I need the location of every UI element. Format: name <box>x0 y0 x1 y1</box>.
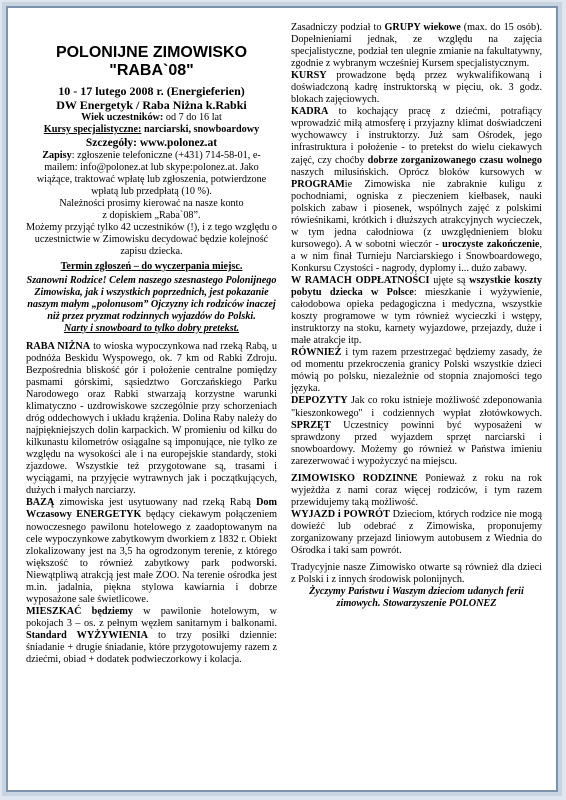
para-raba-nizna <box>26 341 277 498</box>
flyer-title <box>26 44 277 80</box>
age-label: Wiek uczestników: <box>81 112 164 123</box>
para-kadra <box>291 106 542 275</box>
para-lead: KURSY <box>291 70 327 82</box>
para-text: i tym razem przestrzegać będziemy zasady, że od momentu przekroczenia granicy Polski wszystkie dzieci mówią po polsku, niezależnie od stopnia znajomości tego języka. <box>291 347 542 395</box>
para-lead: DEPOZYTY <box>291 395 348 407</box>
para-zimowisko-rodzinne <box>291 473 542 509</box>
para-text: Uczestnicy powinni być wyposażeni w sprawdzony przed wyjazdem sprzęt narciarski i snowboardowy. Możemy go również w Państwa imieniu zarezerwować i wypożyczyć na miejscu. <box>291 419 542 467</box>
para-text: to wioska wypoczynkowa nad rzeką Rabą, u podnóża Beskidu Wyspowego, ok. 7 km od Rabki Zdroju. Bezpośrednia bliskość gór i położenie centralne pomiędzy pasmami górskimi, sąsiedztwo Gorczańskiego Parku Narodowego oraz Rabki stwarzają korzystne warunki klimatyczno - uzdrowiskowe szczególnie przy schorzeniach dróg oddechowych i układu krążenia. Dolina Raby należy do najpiękniejszych dolin karpackich. W promieniu od kilku do kilkunastu kilometrów osiągalne są imponujące, nie tylko ze względu na wysokości ale i na europejskie standardy, stoki zjazdowe. Wszystkie też przygotowane są, trasami i wyciągami, na przyjęcie wytrawnych jak i początkujących, dużych i małych narciarzy. <box>26 340 277 497</box>
event-venue: DW Energetyk / Raba Niżna k.Rabki <box>56 98 247 112</box>
page-frame <box>6 6 558 792</box>
para-emphasis: uroczyste zakończenie <box>442 238 540 250</box>
courses-value: narciarski, snowboardowy <box>141 124 260 136</box>
para-text: Jak co roku istnieje możliwość zdeponowania "kieszonkowego" i codziennych wypłat złotówkowych. <box>291 395 542 419</box>
left-column <box>26 22 277 666</box>
para-lead: RÓWNIEŻ <box>291 347 342 359</box>
venue-name: Dom Wczasowy ENERGETYK <box>26 497 277 521</box>
para-lead: MIESZKAĆ będziemy <box>26 605 133 617</box>
details <box>26 136 277 150</box>
para-mieszkac <box>26 606 277 666</box>
para-text: będący ciekawym połączeniem nowoczesnego pawilonu hotelowego z zaadoptowanym na cele wypoczynkowe zabytkowym dworkiem z 1832 r. Obiekt zlokalizowany jest na 3,5 ha ogrodzonym terenie, z którego większość to również zabytkowy park podworski. Niewątpliwą atrakcją jest małe ZOO. Na terenie ośrodka jest m.in. jadalnia, piękna stylowa kawiarnia i dobrze wyposażone sale świetlicowe. <box>26 509 277 605</box>
para-emphasis: PROGRAM <box>291 178 345 190</box>
deadline: Termin zgłoszeń – do wyczerpania miejsc. <box>60 260 243 272</box>
para-text: Ponieważ z roku na rok wyjeżdża z nami coraz więcej rodziców, i tym razem przewidujemy taką możliwość. <box>291 472 542 508</box>
para-depozyty <box>291 395 542 467</box>
title-line-1: POLONIJNE ZIMOWISKO <box>55 44 248 61</box>
payment-line-1: Należności prosimy kierować na nasze konto <box>59 198 244 210</box>
para-lead: ZIMOWISKO RODZINNE <box>291 472 418 484</box>
courses <box>26 124 277 136</box>
para-lead: RABA NIŻNA <box>26 340 91 352</box>
para-text: Dzieciom, których rodzice nie mogą dowieźć lub odebrać z Zimowiska, proponujemy zorganizowany przejazd liniowym autobusem z Wiednia do Ośrodka i taki sam powrót. <box>291 508 543 557</box>
signup-text: : zgłoszenie telefoniczne (+431) 714-58-01, e-mailem: info@polonez.at lub skype:polonez.at. Jako wiążące, traktować wpłatę lub zgłoszenia, potwierdzone wpłatą lub przedpłatą (10 %). <box>36 150 267 198</box>
para-text: : mieszkanie i wyżywienie, całodobowa opieka pedagogiczna i medyczna, wszystkie koszty programowe w tym również wycieczki i wstępy, instruktorzy na stoku, karnety wyjazdowe, przejazdy, duże i małe atrakcje itp. <box>291 287 542 347</box>
age-range <box>26 112 277 124</box>
para-lead: Standard WYŻYWIENIA <box>26 629 148 641</box>
website-link[interactable]: www.polonez.at <box>139 137 218 150</box>
para-lead: GRUPY wiekowe <box>384 22 461 33</box>
para-lead: WYJAZD i POWRÓT <box>291 508 390 520</box>
closing-wishes: Życzymy Państwu i Waszym dzieciom udanych ferii zimowych. Stowarzyszenie POLONEZ <box>309 586 524 610</box>
para-emphasis: wszystkie koszty pobytu dziecka w Polsce <box>291 274 543 299</box>
signup-info <box>26 150 277 198</box>
para-odplatnosc <box>291 275 542 347</box>
para-wyjazd <box>291 509 542 557</box>
details-label: Szczegóły: <box>85 137 140 150</box>
courses-label: Kursy specjalistyczne: <box>43 124 142 136</box>
para-text: naszych milusińskich. Oprócz bloków kursowych w <box>291 166 542 178</box>
right-column <box>291 22 542 610</box>
para-text: ie Zimowiska nie zabraknie kuligu z pochodniami, ogniska z pieczeniem kiełbasek, nauki polskich zabaw i piosenek, wspólnych zajęć z polskimi rówieśnikami, krótkich i dłuższych atrakcyjnych wycieczek, w tym jedna całodniowa (z uwzględnieniem bloku kursowego). A w sobotni wieczór - <box>291 178 542 250</box>
para-text: prowadzone będą przez wykwalifikowaną i doświadczoną kadrę instruktorską w pięciu, ok. 3 godz. blokach zajęciowych. <box>291 70 542 106</box>
age-value: od 7 do 16 lat <box>163 112 222 123</box>
para-rowniez <box>291 347 542 395</box>
event-dates: 10 - 17 lutego 2008 r. (Energieferien) <box>58 84 245 98</box>
para-text: (max. do 15 osób). Dopełnieniami jednak, ze względu na zajęcia specjalistyczne, podział ten ulegnie zmianie na fakultatywny, zgodnie z wybranym wcześniej Kursem specjalistycznym. <box>291 22 543 70</box>
para-lead: KADRA <box>291 106 329 118</box>
para-grupy <box>291 22 542 70</box>
para-emphasis: dobrze zorganizowanego czasu wolnego <box>367 154 542 166</box>
para-text: ujęte są <box>429 274 470 286</box>
title-line-2: "RABA`08" <box>109 62 194 79</box>
flyer-page <box>26 22 542 782</box>
capacity-note: Możemy przyjąć tylko 42 uczestników (!), i z tego względu o uczestnictwie w Zimowisku decydować będzie kolejność zapisu dziecka. <box>26 222 277 258</box>
para-text: , a w nim finał Turnieju Narciarskiego i Snowboardowego, Konkursu Czystości - nagrody, dyplomy i... dużo zabawy. <box>291 238 542 274</box>
para-text: w pawilonie hotelowym, w pokojach 3 – os. z pełnym węzłem sanitarnym i balkonami. <box>26 605 277 629</box>
appeal-last-line: Narty i snowboard to tylko dobry pretekst. <box>63 322 240 334</box>
para-text: Zasadniczy podział to <box>291 22 385 33</box>
payment-line-2: z dopiskiem „Raba`08”. <box>102 210 201 222</box>
para-lead: SPRZĘT <box>291 419 331 431</box>
para-text: to kochający pracę z dziećmi, potrafiący wprowadzić miłą atmosferę i przyjazny klimat doświadczeni wychowawcy i instruktorzy. Już sam Ośrodek, jego infrastruktura i położenie - to pretekst do wielu ciekawych zajęć, czy choćby <box>291 106 542 166</box>
parents-appeal: Szanowni Rodzice! Celem naszego szesnastego Polonijnego Zimowiska, jak i wszystkich poprzednich, jest pokazanie naszym małym „polonusom” Ojczyzny ich rodziców inaczej niż przez pryzmat rodzinnych wyjazdów do Polski. <box>26 274 277 322</box>
para-kursy <box>291 70 542 106</box>
para-tradycyjnie: Tradycyjnie nasze Zimowisko otwarte są również dla dzieci z Polski i z innych środowisk polonijnych. <box>291 562 542 586</box>
para-baza <box>26 497 277 605</box>
para-text: to trzy posiłki dziennie: śniadanie + drugie śniadanie, które przygotowujemy razem z dziećmi, obiad + dodatek podwieczorkowy i kolacja. <box>26 629 277 666</box>
para-lead: BAZĄ <box>26 497 55 509</box>
signup-label: Zapisy <box>42 150 72 162</box>
para-lead: W RAMACH ODPŁATNOŚCI <box>291 274 430 286</box>
para-text: zimowiska jest usytuowany nad rzeką Rabą <box>54 497 257 509</box>
